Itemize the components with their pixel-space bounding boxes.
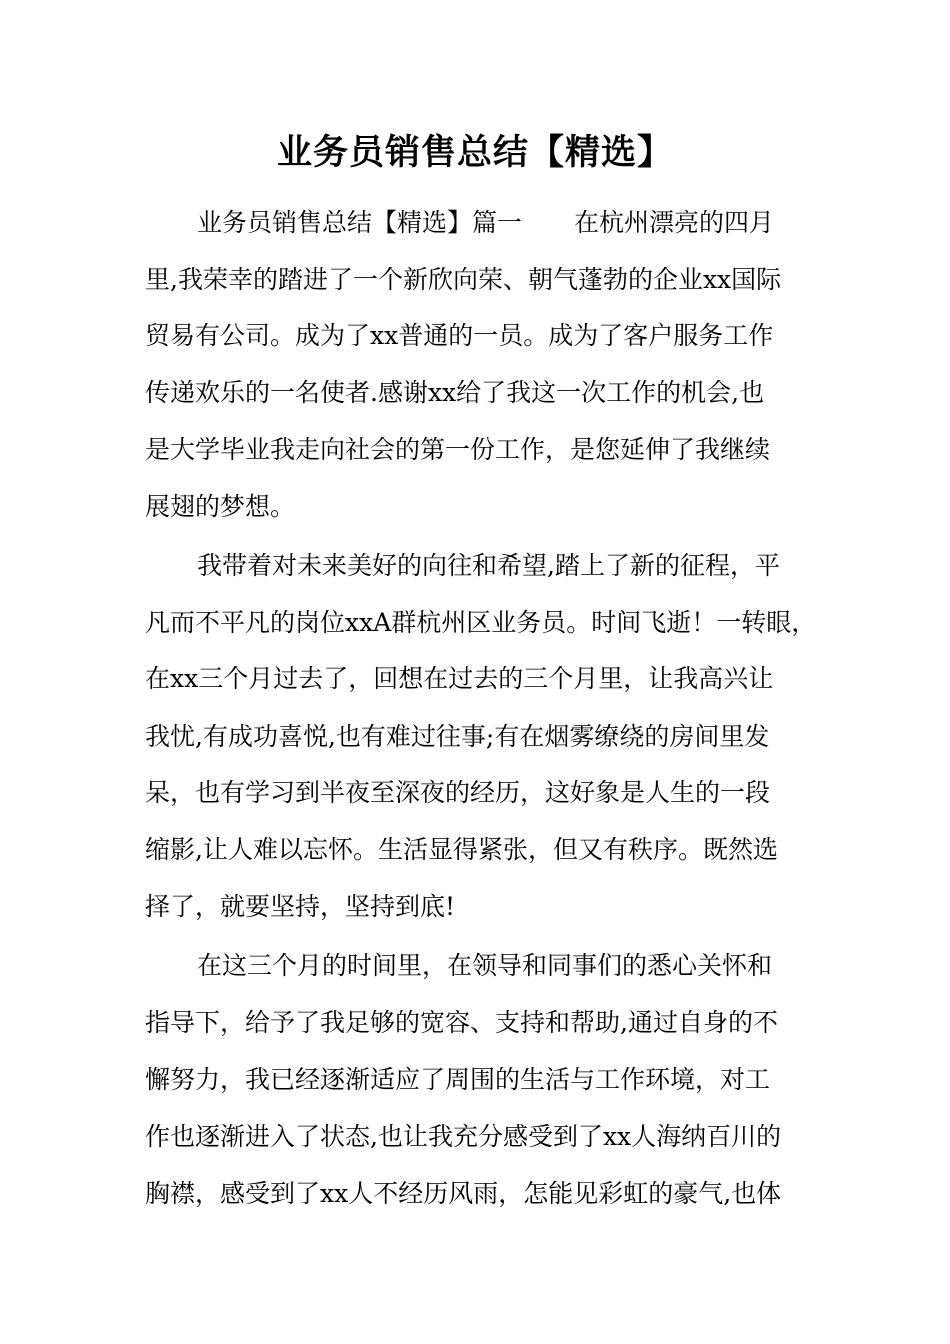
section-heading-inline: 业务员销售总结【精选】篇一 bbox=[197, 208, 523, 237]
paragraph-line: 传递欢乐的一名使者.感谢xx给了我这一次工作的机会,也 bbox=[145, 378, 765, 407]
document-title: 业务员销售总结【精选】 bbox=[276, 132, 673, 173]
paragraph-line: 我忧,有成功喜悦,也有难过往事;有在烟雾缭绕的房间里发 bbox=[145, 722, 770, 751]
paragraph-line: 凡而不平凡的岗位xxA群杭州区业务员。时间飞逝！一转眼， bbox=[145, 608, 817, 637]
paragraph-line: 是大学毕业我走向社会的第一份工作，是您延伸了我继续 bbox=[145, 435, 771, 464]
paragraph-line: 指导下，给予了我足够的宽容、支持和帮助,通过自身的不 bbox=[145, 1008, 778, 1037]
paragraph-line: 我带着对未来美好的向往和希望,踏上了新的征程，平 bbox=[197, 551, 780, 580]
paragraph-line: 缩影,让人难以忘怀。生活显得紧张，但又有秩序。既然选 bbox=[145, 835, 778, 864]
paragraph-line: 展翅的梦想。 bbox=[145, 492, 296, 521]
paragraph-line: 懈努力，我已经逐渐适应了周围的生活与工作环境，对工 bbox=[145, 1065, 771, 1094]
paragraph-line: 择了，就要坚持，坚持到底! bbox=[145, 892, 456, 921]
paragraph-text: 在杭州漂亮的四月 bbox=[574, 208, 775, 237]
paragraph-line: 里,我荣幸的踏进了一个新欣向荣、朝气蓬勃的企业xx国际 bbox=[145, 265, 782, 294]
paragraph-line bbox=[197, 203, 897, 243]
paragraph-line: 在xx三个月过去了，回想在过去的三个月里，让我高兴让 bbox=[145, 664, 774, 693]
paragraph-line: 作也逐渐进入了状态,也让我充分感受到了xx人海纳百川的 bbox=[145, 1122, 782, 1151]
paragraph-line: 呆，也有学习到半夜至深夜的经历，这好象是人生的一段 bbox=[145, 778, 771, 807]
paragraph-line: 贸易有公司。成为了xx普通的一员。成为了客户服务工作 bbox=[145, 321, 774, 350]
paragraph-line: 胸襟，感受到了xx人不经历风雨，怎能见彩虹的豪气,也体 bbox=[145, 1179, 782, 1208]
paragraph-line: 在这三个月的时间里，在领导和同事们的悉心关怀和 bbox=[197, 951, 773, 980]
